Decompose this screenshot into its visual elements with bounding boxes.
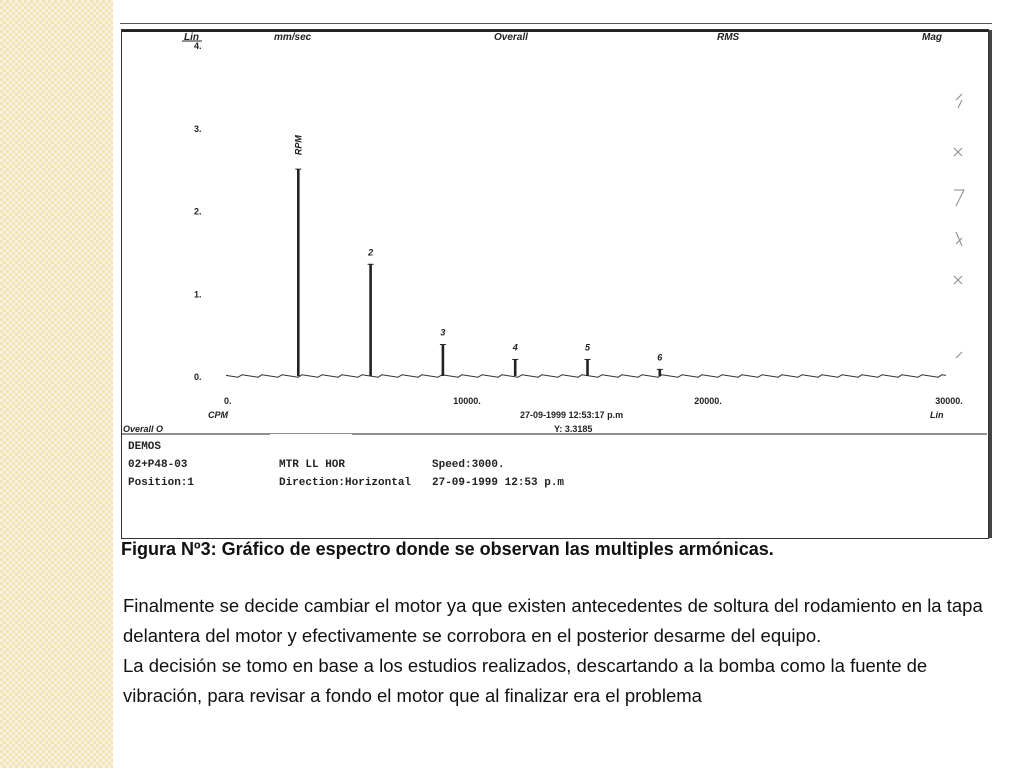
baseline-trace: [226, 375, 946, 377]
y-tick-label: 4.: [194, 41, 202, 51]
figure-caption: Figura Nº3: Gráfico de espectro donde se observan las multiples armónicas.: [121, 539, 774, 559]
overall-label: Overall O: [123, 424, 164, 434]
x-axis-ticks: [224, 396, 963, 406]
y-tick-label: 1.: [194, 289, 202, 300]
header-overall: Overall: [494, 32, 528, 43]
figure-right-border: [989, 30, 992, 538]
top-rule: [120, 23, 992, 24]
x-axis-label: CPM: [208, 410, 228, 420]
peak-label: 5: [584, 342, 591, 353]
header-units: mm/sec: [274, 32, 312, 43]
side-mark: [954, 190, 964, 206]
info-line: 02+P48-03: [128, 459, 188, 471]
x-tick-label: 20000.: [694, 396, 722, 406]
side-mark: [954, 276, 962, 284]
info-line: Speed:3000.: [432, 459, 505, 471]
header-lin: Lin: [184, 32, 199, 43]
x-scale-label: Lin: [930, 410, 944, 420]
paragraph: Finalmente se decide cambiar el motor ya que existen antecedentes de soltura del rodamiento en la tapa delantera del motor y efectivamente se corrobora en el posterior desarme del equipo.: [123, 595, 983, 646]
peak-label: 2: [368, 247, 374, 258]
y-tick-label: 3.: [194, 123, 202, 134]
side-mark: [956, 352, 962, 358]
cursor-y-readout: Y: 3.3185: [554, 424, 593, 434]
y-tick-label: 2.: [194, 206, 202, 217]
peak-label: RPM: [293, 135, 304, 156]
info-line: Direction:Horizontal: [279, 477, 412, 489]
spectrum-baseline: [226, 375, 946, 377]
side-mark: [956, 232, 962, 246]
peak-label: 4: [512, 342, 518, 353]
peak-label: 3: [440, 327, 446, 338]
side-marks: [954, 94, 964, 358]
spectrum-chart: [122, 30, 988, 538]
x-tick-label: 0.: [224, 396, 232, 406]
cursor-date-readout: 27-09-1999 12:53:17 p.m: [520, 410, 624, 420]
label-cover: [270, 434, 352, 450]
header-mag: Mag: [922, 32, 942, 43]
x-tick-label: 10000.: [453, 396, 481, 406]
header-rms: RMS: [717, 32, 740, 43]
paragraph: La decisión se tomo en base a los estudios realizados, descartando a la bomba como la fuente de vibración, para revisar a fondo el motor que al finalizar era el problema: [123, 655, 928, 706]
body-text: [123, 591, 1003, 711]
x-tick-label: 30000.: [935, 396, 963, 406]
decorative-side-strip: [0, 0, 113, 768]
spectrum-figure: [121, 29, 989, 539]
info-line: Position:1: [128, 477, 195, 489]
peak-label: 6: [657, 352, 663, 363]
y-tick-label: 0.: [194, 372, 202, 382]
side-mark: [954, 148, 962, 156]
info-line: MTR LL HOR: [279, 459, 346, 471]
info-line: DEMOS: [128, 441, 162, 453]
side-mark: [956, 94, 962, 108]
spectrum-peaks: [293, 135, 663, 376]
y-axis-ticks: [194, 41, 202, 382]
info-line: 27-09-1999 12:53 p.m: [432, 477, 565, 489]
